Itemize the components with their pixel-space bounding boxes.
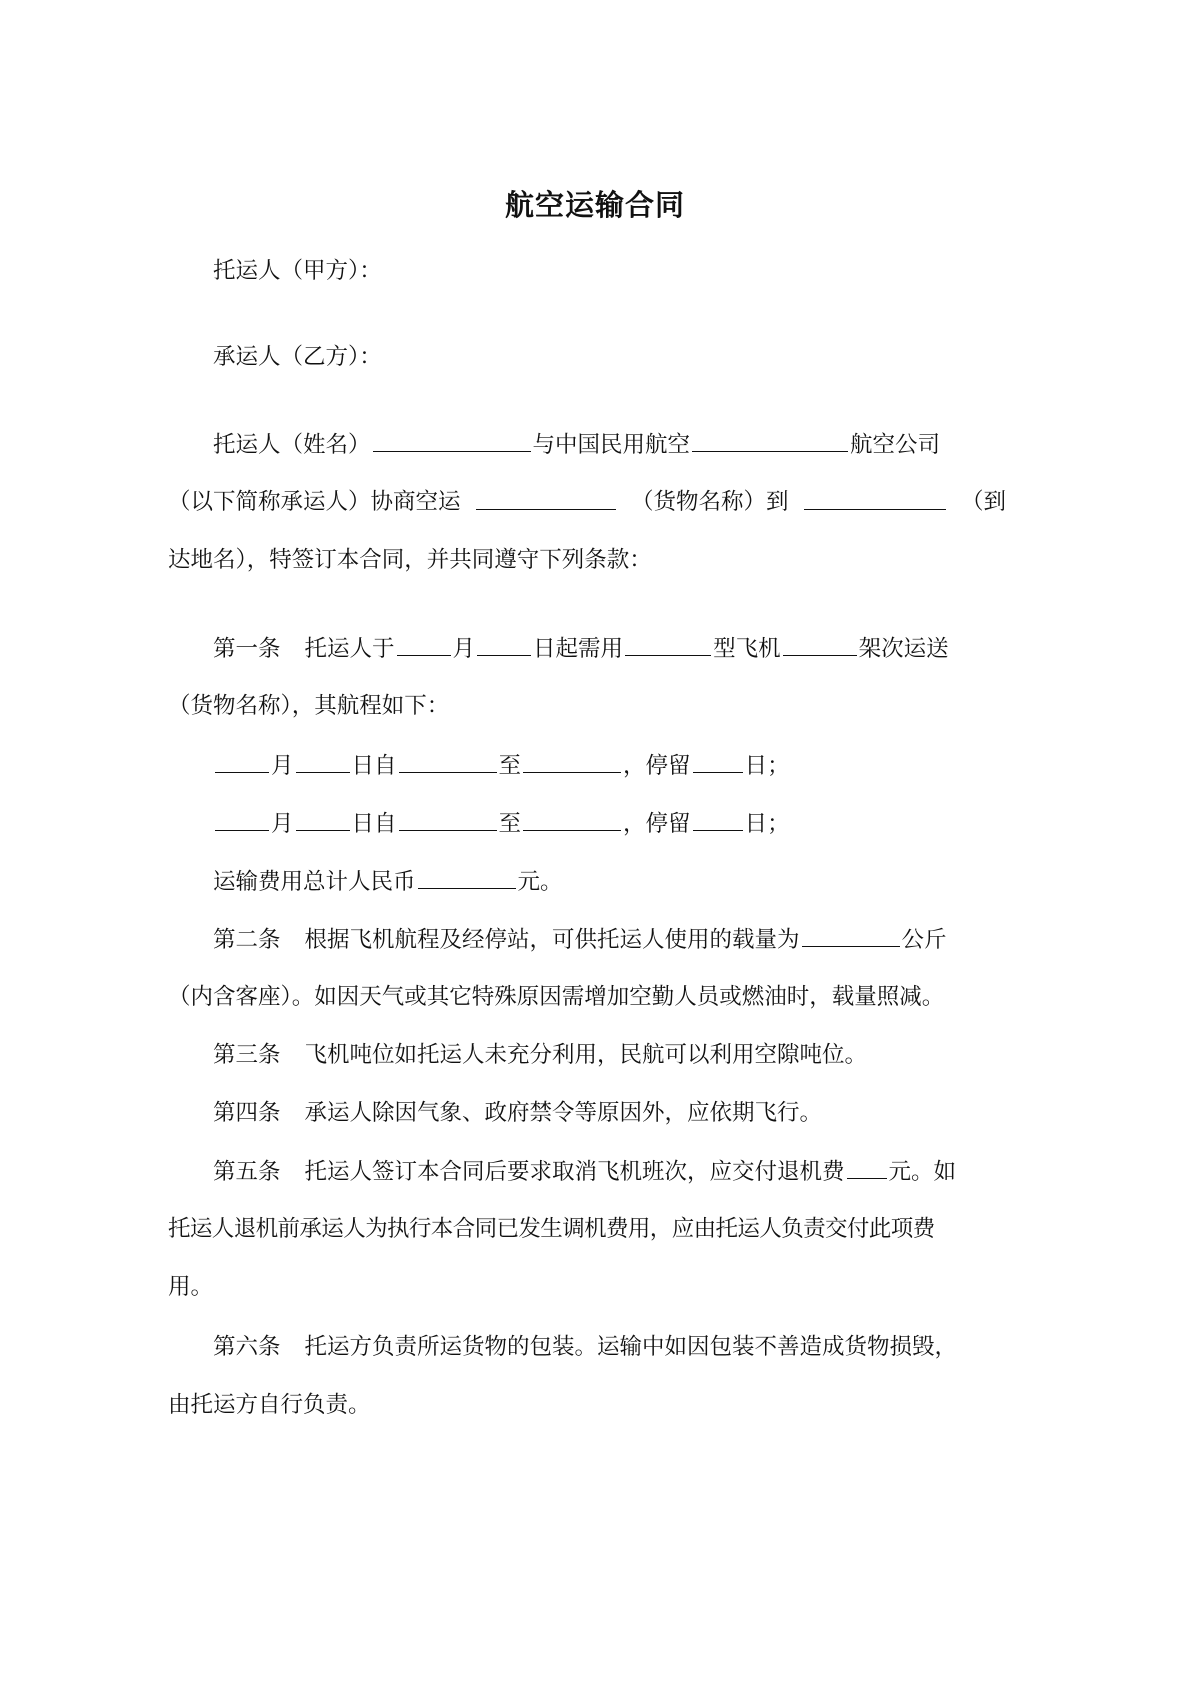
article-text: 托运人于 [304,636,395,662]
shipper-name-blank [373,429,531,452]
route-month-blank [215,808,269,831]
article-text: 托运人签订本合同后要求取消飞机班次，应交付退机费 [304,1159,845,1185]
preamble-text: 托运人（姓名） [213,432,371,458]
month-blank [397,633,451,656]
preamble-text: 航空公司 [850,432,941,458]
article-text: 元。如 [888,1159,957,1185]
party-a-line: 托运人（甲方）： [213,258,382,284]
article-text: 托运方负责所运货物的包装。运输中如因包装不善造成货物损毁， [304,1334,958,1360]
preamble-line-3: 达地名），特签订本合同，并共同遵守下列条款： [168,547,652,573]
route-destination-blank [523,808,621,831]
goods-name-blank [476,487,616,510]
article-text: 月 [452,636,476,662]
article-text: 型飞机 [713,636,781,662]
article-2-line-1 [213,924,947,955]
route-text: 至 [498,811,522,837]
article-2-line-2: （内含客座）。如因天气或其它特殊原因需增加空勤人员或燃油时，载量照减。 [168,984,945,1010]
article-heading: 第四条 [213,1100,281,1126]
fee-text: 运输费用总计人民币 [213,869,416,895]
route-text: ，停留 [623,753,691,779]
article-text: 架次运送 [858,636,949,662]
preamble-line-1 [213,429,940,460]
article-5-line-3: 用。 [168,1274,214,1300]
article-heading: 第一条 [213,636,281,662]
article-heading: 第五条 [213,1159,281,1185]
article-text: 承运人除因气象、政府禁令等原因外，应依期飞行。 [304,1100,823,1126]
route-text: 月 [271,811,294,837]
route-text: 日； [744,753,790,779]
article-5-line-1 [213,1156,956,1187]
cancel-fee-blank [847,1156,887,1179]
route-line-2 [213,808,790,839]
payload-blank [802,924,900,947]
preamble-text: （货物名称）到 [630,489,789,515]
fee-amount-blank [418,866,516,889]
route-day-blank [296,808,350,831]
article-6-line-1 [213,1332,957,1362]
preamble-text: （以下简称承运人）协商空运 [168,489,461,515]
article-text: 日起需用 [533,636,624,662]
document-title: 航空运输合同 [504,188,685,222]
route-origin-blank [399,750,497,773]
article-6-line-2: 由托运方自行负责。 [168,1392,371,1418]
route-text: 日自 [351,753,397,779]
preamble-text: （到 [960,489,1006,515]
route-stay-blank [693,808,743,831]
preamble-line-2 [168,487,1006,517]
article-5-line-2: 托运人退机前承运人为执行本合同已发生调机费用，应由托运人负责交付此项费 [168,1216,935,1242]
route-text: 月 [271,753,294,779]
article-text: 飞机吨位如托运人未充分利用，民航可以利用空隙吨位。 [304,1042,868,1068]
party-b-line: 承运人（乙方）： [213,344,382,370]
article-3 [213,1040,867,1070]
route-text: ，停留 [623,811,691,837]
route-destination-blank [523,750,621,773]
fee-text: 元。 [517,869,563,895]
article-heading: 第二条 [213,927,281,953]
article-text: 根据飞机航程及经停站，可供托运人使用的载量为 [304,927,800,953]
article-text: 公斤 [901,927,947,953]
route-text: 至 [498,753,522,779]
fee-line [213,866,563,897]
article-heading: 第六条 [213,1334,281,1360]
destination-blank [804,487,946,510]
article-4 [213,1098,822,1128]
airline-blank [692,429,848,452]
route-text: 日； [744,811,790,837]
route-stay-blank [693,750,743,773]
article-heading: 第三条 [213,1042,281,1068]
route-origin-blank [399,808,497,831]
route-day-blank [296,750,350,773]
preamble-text: 与中国民用航空 [532,432,691,458]
sorties-blank [783,633,857,656]
aircraft-type-blank [625,633,711,656]
day-blank [477,633,531,656]
article-1-line-1 [213,633,949,664]
route-text: 日自 [351,811,397,837]
route-month-blank [215,750,269,773]
article-1-line-2: （货物名称），其航程如下： [168,693,450,719]
route-line-1 [213,750,790,781]
